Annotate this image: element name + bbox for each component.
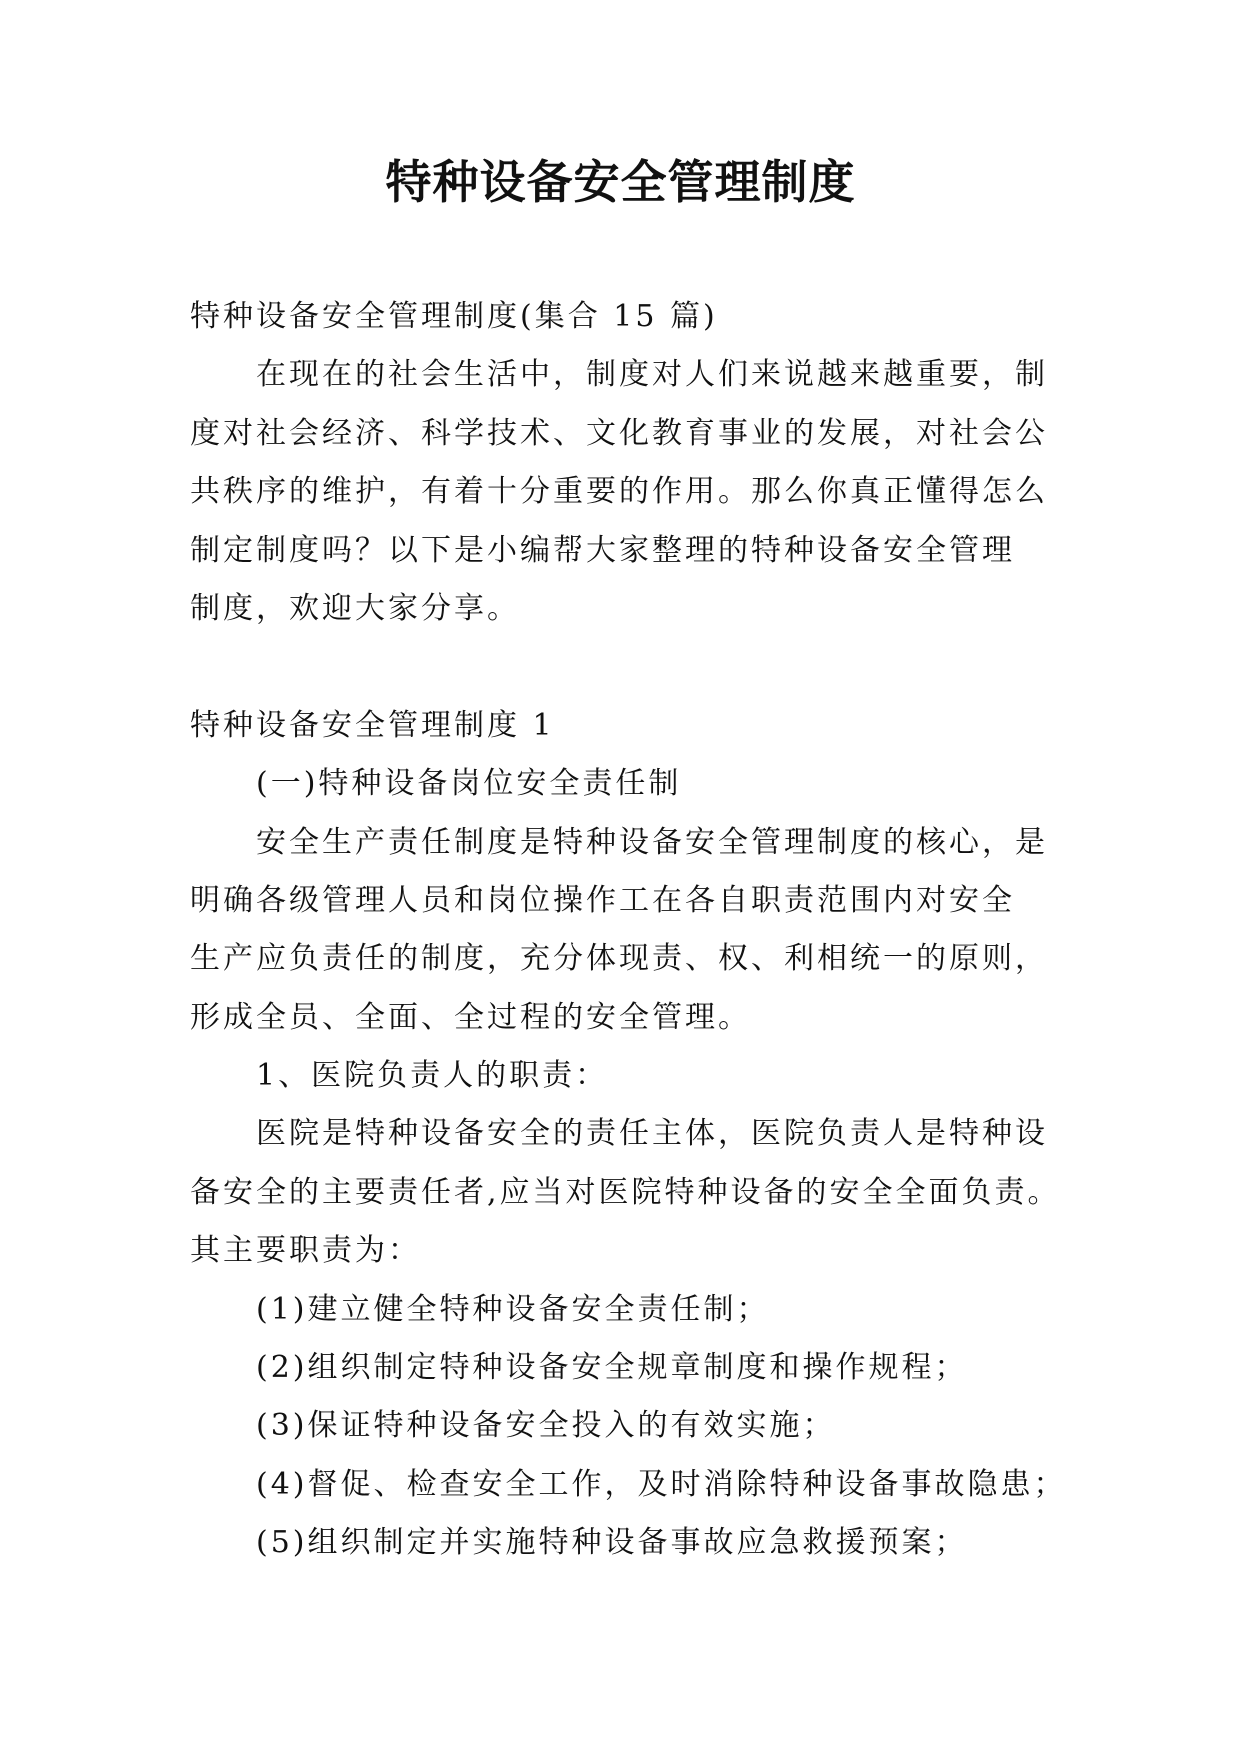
paragraph-line: 其主要职责为： (190, 1233, 421, 1269)
item-heading: 1、医院负责人的职责： (256, 1058, 609, 1094)
intro-line: 在现在的社会生活中，制度对人们来说越来越重要，制 (256, 357, 1048, 393)
section-heading: 特种设备安全管理制度 1 (190, 707, 555, 743)
paragraph-line: 安全生产责任制度是特种设备安全管理制度的核心，是 (256, 824, 1048, 860)
paragraph-line: 形成全员、全面、全过程的安全管理。 (190, 999, 751, 1035)
paragraph-gap (190, 638, 1060, 696)
duty-item: (2)组织制定特种设备安全规章制度和操作规程； (256, 1350, 968, 1386)
intro-line: 共秩序的维护，有着十分重要的作用。那么你真正懂得怎么 (190, 474, 1048, 510)
paragraph-line: 生产应负责任的制度，充分体现责、权、利相统一的原则， (190, 941, 1048, 977)
intro-line: 制定制度吗？以下是小编帮大家整理的特种设备安全管理 (190, 532, 1015, 568)
document-body (190, 288, 1067, 1573)
sub-heading: (一)特种设备岗位安全责任制 (256, 766, 682, 802)
paragraph-line: 备安全的主要责任者,应当对医院特种设备的安全全面负责。 (190, 1174, 1061, 1210)
duty-item: (3)保证特种设备安全投入的有效实施； (256, 1408, 836, 1444)
intro-line: 制度，欢迎大家分享。 (190, 590, 520, 626)
paragraph-line: 明确各级管理人员和岗位操作工在各自职责范围内对安全 (190, 882, 1015, 918)
duty-item: (5)组织制定并实施特种设备事故应急救援预案； (256, 1525, 968, 1561)
document-title: 特种设备安全管理制度 (385, 155, 856, 209)
duty-item: (1)建立健全特种设备安全责任制； (256, 1291, 770, 1327)
intro-line: 度对社会经济、科学技术、文化教育事业的发展，对社会公 (190, 415, 1048, 451)
duty-item: (4)督促、检查安全工作，及时消除特种设备事故隐患； (256, 1466, 1067, 1502)
paragraph-line: 医院是特种设备安全的责任主体，医院负责人是特种设 (256, 1116, 1048, 1152)
document-subtitle: 特种设备安全管理制度(集合 15 篇) (190, 299, 718, 334)
